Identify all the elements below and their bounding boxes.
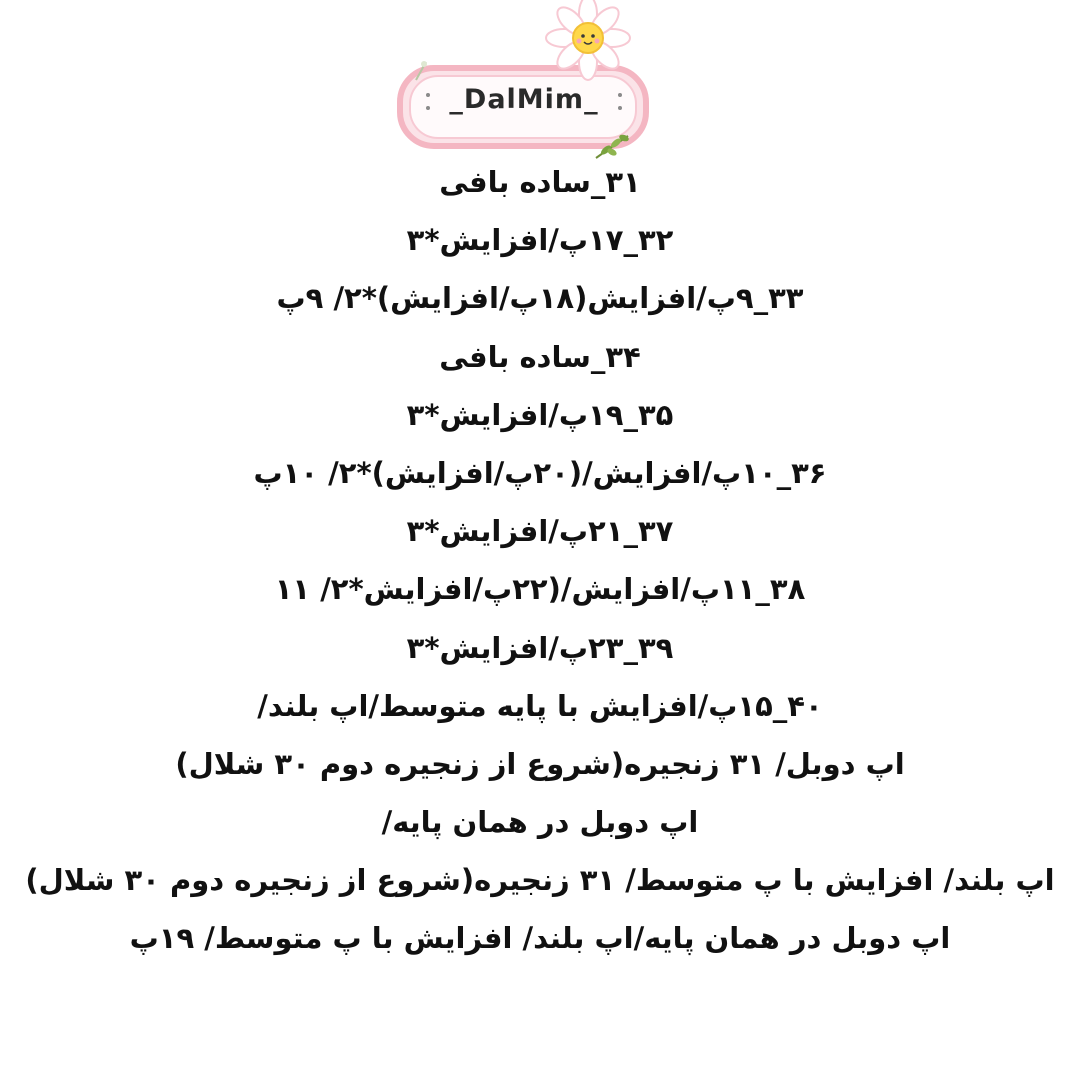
pattern-row: ۳۵_۱۹پ/افزایش*۳ — [406, 397, 674, 432]
logo-frame — [388, 0, 660, 165]
pattern-row: اپ دوبل در همان پایه/اپ بلند/ افزایش با پ متوسط/ ۱۹پ — [129, 921, 951, 956]
pattern-row: ۳۸_۱۱پ/افزایش/(۲۲پ/افزایش*۲/ ۱۱ — [274, 572, 806, 607]
dalmim-logo — [388, 0, 660, 165]
pattern-row: ۳۳_۹پ/افزایش(۱۸پ/افزایش)*۲/ ۹پ — [276, 281, 804, 316]
pattern-row: ۴۰_۱۵پ/افزایش با پایه متوسط/اپ بلند/ — [257, 688, 823, 723]
pattern-row: ۳۴_ساده بافی — [439, 339, 641, 374]
pattern-rows-list — [0, 153, 1080, 968]
brand-name: _DalMim_ — [449, 84, 599, 115]
pattern-row: ۳۲_۱۷پ/افزایش*۳ — [406, 223, 674, 258]
pattern-row: ۳۹_۲۳پ/افزایش*۳ — [406, 630, 674, 665]
pattern-row: اپ بلند/ افزایش با پ متوسط/ ۳۱ زنجیره(شروع از زنجیره دوم ۳۰ شلال) — [25, 863, 1055, 898]
pattern-row: اپ دوبل/ ۳۱ زنجیره(شروع از زنجیره دوم ۳۰ شلال) — [175, 746, 905, 781]
pattern-row: ۳۶_۱۰پ/افزایش/(۲۰پ/افزایش)*۲/ ۱۰پ — [253, 455, 827, 490]
daisy-flower-icon — [546, 0, 630, 80]
pattern-row: ۳۷_۲۱پ/افزایش*۳ — [406, 514, 674, 549]
pattern-row: اپ دوبل در همان پایه/ — [381, 805, 699, 840]
pattern-row: ۳۱_ساده بافی — [439, 165, 641, 199]
